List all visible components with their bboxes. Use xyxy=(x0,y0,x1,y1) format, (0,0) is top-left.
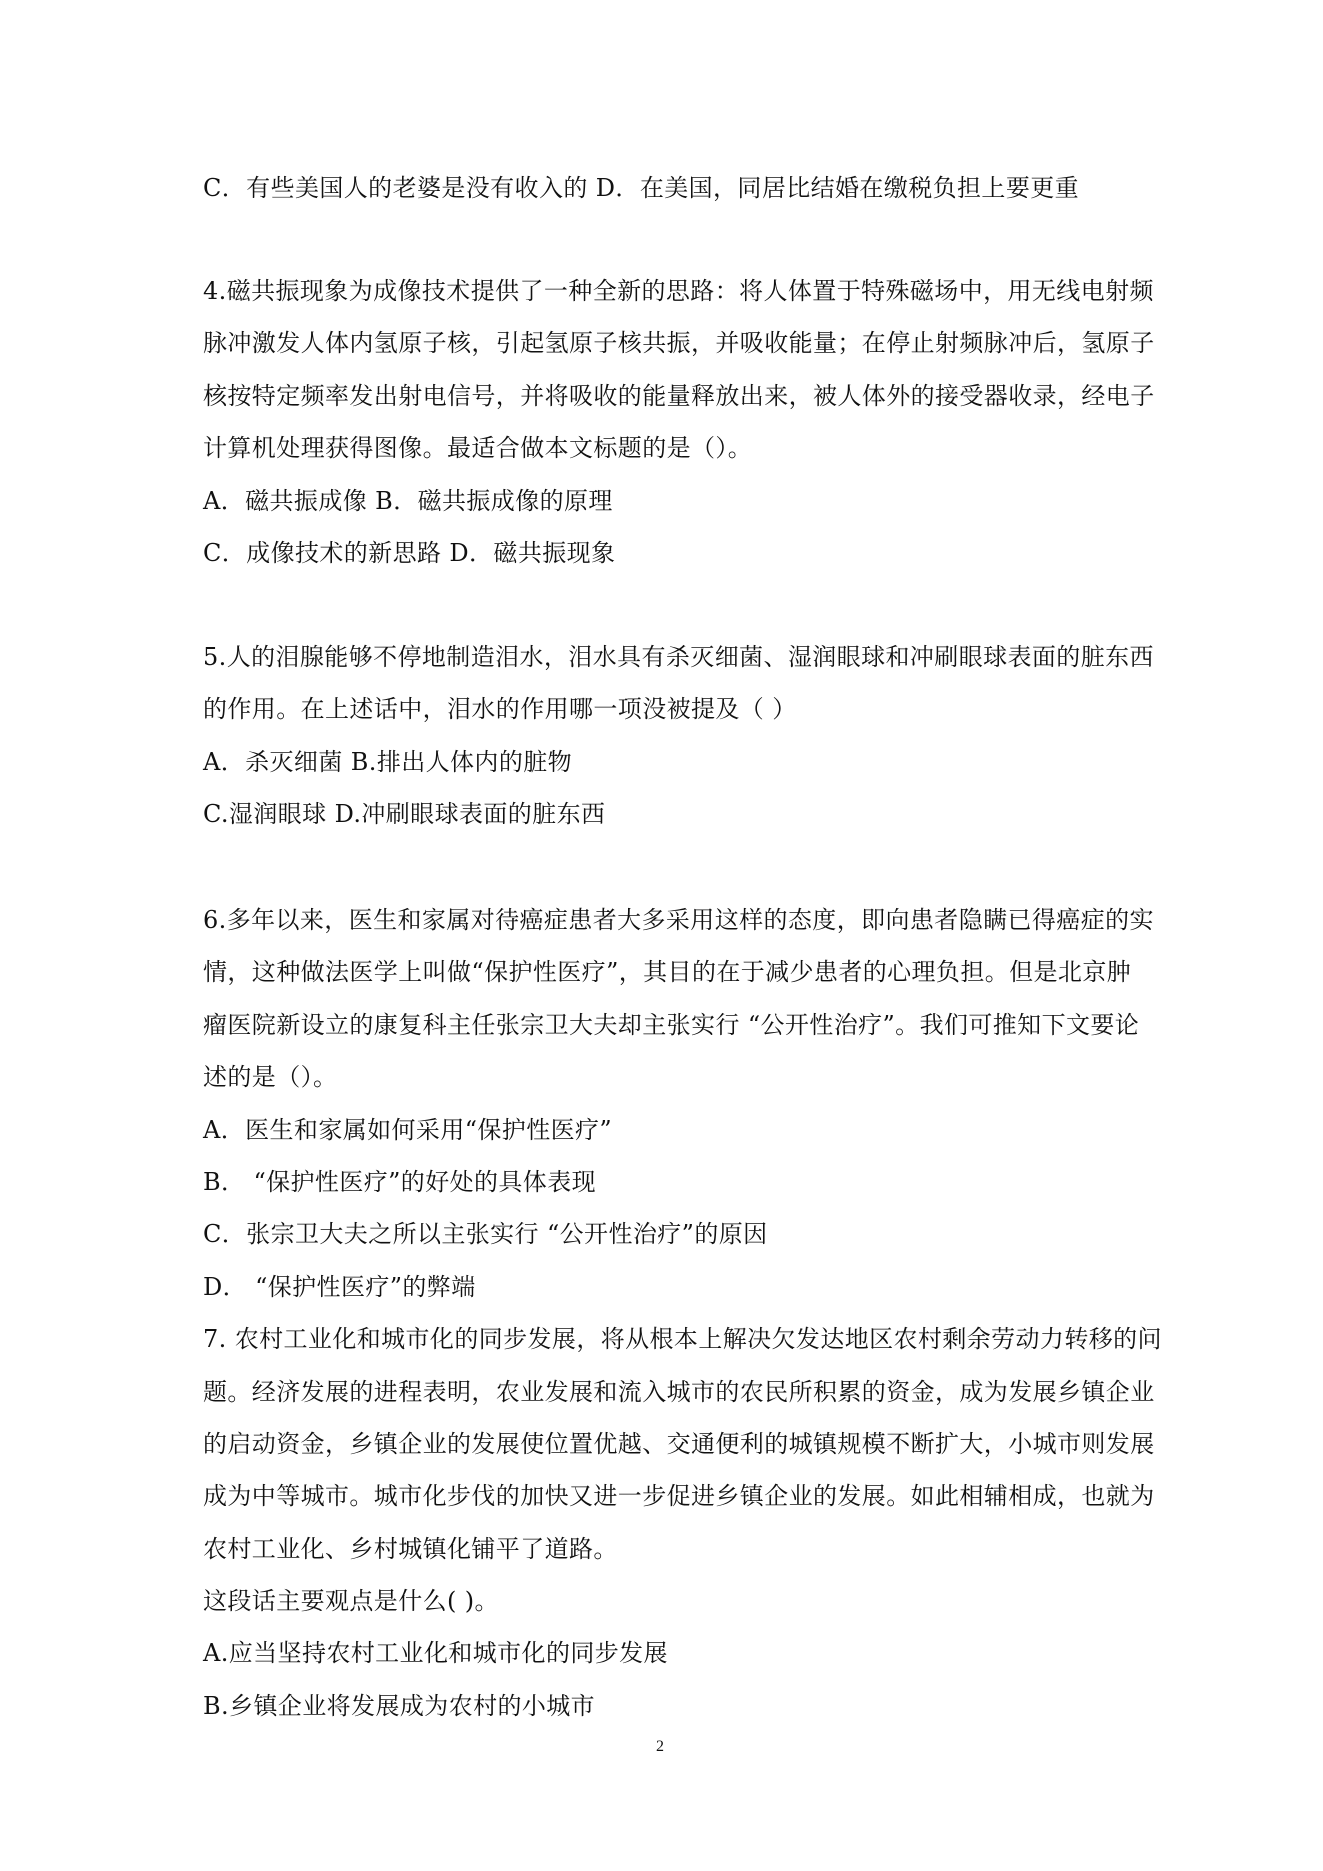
option-line: B.乡镇企业将发展成为农村的小城市 xyxy=(203,1691,596,1720)
question-stem-line: 计算机处理获得图像。最适合做本文标题的是（）。 xyxy=(203,434,753,463)
question-stem-line: 4.磁共振现象为成像技术提供了一种全新的思路：将人体置于特殊磁场中，用无线电射频 xyxy=(203,277,1154,305)
option-line: B． “保护性医疗”的好处的具体表现 xyxy=(203,1167,597,1196)
option-line: C．张宗卫大夫之所以主张实行 “公开性治疗”的原因 xyxy=(203,1220,768,1249)
question-prompt-line: 这段话主要观点是什么( )。 xyxy=(203,1587,499,1616)
question-stem-line: 述的是（）。 xyxy=(203,1063,338,1092)
question-stem-line: 的启动资金，乡镇企业的发展使位置优越、交通便利的城镇规模不断扩大，小城市则发展 xyxy=(203,1429,1155,1458)
question-stem-line: 7. 农村工业化和城市化的同步发展，将从根本上解决欠发达地区农村剩余劳动力转移的问 xyxy=(203,1325,1162,1354)
question-4 xyxy=(203,265,1155,579)
question-stem-line: 瘤医院新设立的康复科主任张宗卫大夫却主张实行 “公开性治疗”。我们可推知下文要论 xyxy=(203,1010,1140,1039)
question-stem-line: 情，这种做法医学上叫做“保护性医疗”，其目的在于减少患者的心理负担。但是北京肿 xyxy=(203,958,1132,987)
option-line: C.湿润眼球 D.冲刷眼球表面的脏东西 xyxy=(203,800,606,829)
question-3-options xyxy=(203,162,1123,214)
option-line: D． “保护性医疗”的弊端 xyxy=(203,1272,476,1301)
option-line: C．成像技术的新思路 D．磁共振现象 xyxy=(203,538,616,567)
option-line: A．医生和家属如何采用“保护性医疗” xyxy=(203,1115,613,1144)
option-line: A．磁共振成像 B．磁共振成像的原理 xyxy=(203,486,613,515)
page-number: 2 xyxy=(656,1738,664,1755)
question-5 xyxy=(203,631,1154,841)
question-stem-line: 农村工业化、乡村城镇化铺平了道路。 xyxy=(203,1534,618,1563)
question-stem-line: 成为中等城市。城市化步伐的加快又进一步促进乡镇企业的发展。如此相辅相成，也就为 xyxy=(203,1482,1155,1511)
question-stem-line: 5.人的泪腺能够不停地制造泪水，泪水具有杀灭细菌、湿润眼球和冲刷眼球表面的脏东西 xyxy=(203,643,1154,671)
option-line: A．杀灭细菌 B.排出人体内的脏物 xyxy=(203,747,573,776)
question-stem-line: 题。经济发展的进程表明，农业发展和流入城市的农民所积累的资金，成为发展乡镇企业 xyxy=(203,1377,1155,1406)
question-stem-line: 核按特定频率发出射电信号，并将吸收的能量释放出来，被人体外的接受器收录，经电子 xyxy=(203,381,1155,410)
question-stem-line: 6.多年以来，医生和家属对待癌症患者大多采用这样的态度，即向患者隐瞒已得癌症的实 xyxy=(203,906,1154,934)
question-6 xyxy=(203,894,1162,1732)
question-stem-line: 脉冲激发人体内氢原子核，引起氢原子核共振，并吸收能量；在停止射频脉冲后，氢原子 xyxy=(203,329,1155,358)
question-stem-line: 的作用。在上述话中，泪水的作用哪一项没被提及（ ） xyxy=(203,695,797,724)
option-line: A.应当坚持农村工业化和城市化的同步发展 xyxy=(203,1639,668,1668)
option-line: C．有些美国人的老婆是没有收入的 D．在美国，同居比结婚在缴税负担上要更重 xyxy=(203,174,1080,202)
